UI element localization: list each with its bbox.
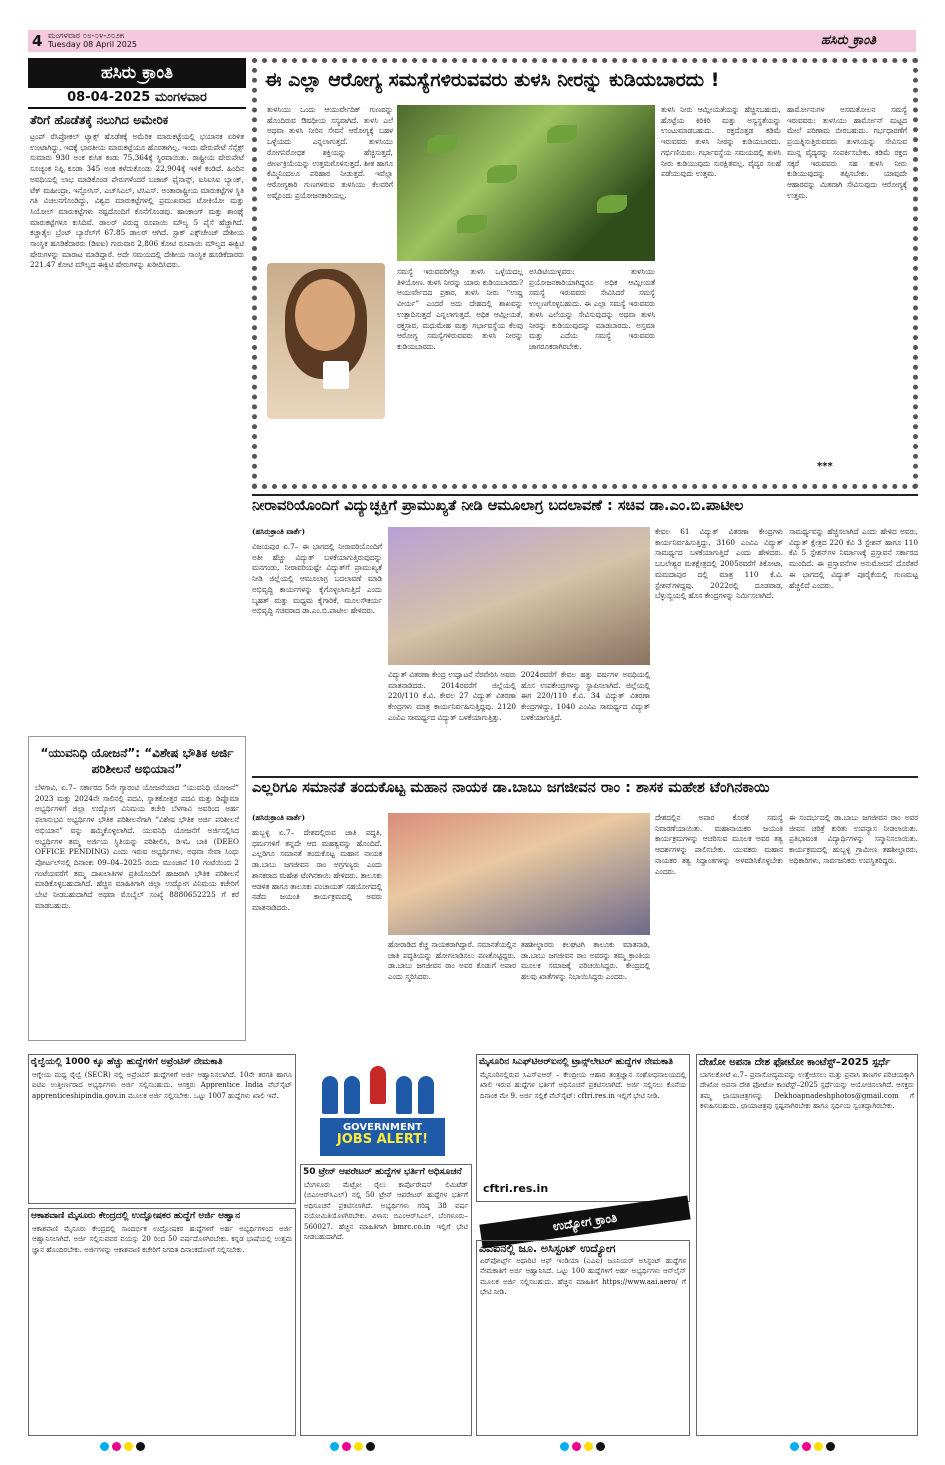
left-article-body: ಟ್ರಂಪ್ ರೆಸಿಪ್ರೋಕಲ್ ಟ್ಯಾಕ್ಸ್ ಹೊಡೆತಕ್ಕೆ ಅಮೆರಿಕ ಮಾರುಕಟ್ಟೆಯಲ್ಲಿ ಭಯಾನಕ ಏರಿಳಿತ ಉಂಟಾಗಿದ್ದು, ಇದಕ್ಕೆ ಭಾರತೀಯ ಮಾರುಕಟ್ಟೆಯೂ ಹೊರತಾಗಿಲ್ಲ. ಇಂದು ಷೇರುಪೇಟೆ ಸೆನ್ಸೆಕ್ಸ್ ಸುಮಾರು 930 ಅಂಕ ಕುಸಿತ ಕಂಡು 75,364ಕ್ಕೆ ಸ್ಥಿರವಾಯಿತು. ರಾಷ್ಟ್ರೀಯ ಷೇರುಪೇಟೆ ಸೂಚ್ಯಂಕ ನಿಫ್ಟಿ ಕೂಡಾ 345 ಅಂಕ ಕಳೆದುಕೊಂಡು 22,904ಕ್ಕೆ ಇಳಿಕೆ ಕಂಡಿದೆ. ಹಿಂದಿನ ಅವಧಿಯಲ್ಲಿ ಲಾಭ ಮಾಡಿಕೊಂಡ ಪೇರುಗಳೆಂದರೆ ಬಜಾಜ್ ಫೈನಾನ್ಸ್, ಐಸಿಐಸಿಐ ಬ್ಯಾಂಕ್, ಟೆಕ್ ಮಹೀಂದ್ರಾ, ಇನ್ಫೋಸಿಸ್, ಎಚ್‌ಸಿಎಲ್, ಟಿಸಿಎಸ್. ಅಂತಾರಾಷ್ಟ್ರೀಯ ಮಾರುಕಟ್ಟೆಗಳ ಸ್ಥಿತಿ ಗತಿ ವಿಚಲನಗೊಂಡಿದ್ದು, ವಿಶ್ವದ ಮಾರುಕಟ್ಟೆಗಳಲ್ಲಿ ಪ್ರಮುಖವಾದ ಟೋಕಿಯೋ ಮತ್ತು ಸಿಯೋಲ್ ಮಾರುಕಟ್ಟೆಗಳು ನಷ್ಟದೊಂದಿಗೆ ಕೊನೆಗೊಂಡವು. ಹಾಂಕಾಂಗ್ ಮತ್ತು ಶಾಂಘೈ ಮಾರುಕಟ್ಟೆಗಳೂ ಕುಸಿದಿವೆ. ಡಾಲರ್ ವಿರುದ್ಧ ರೂಪಾಯಿ ಮೌಲ್ಯ 5 ಪೈಸೆ ಹೆಚ್ಚಾಗಿದೆ. ಕಚ್ಚಾತೈಲ ಬ್ರೆಂಟ್ ಬ್ಯಾರೆಲ್‌ಗೆ 67.85 ಡಾಲರ್ ಆಗಿದೆ. ಸ್ಟಾಕ್ ಎಕ್ಸ್‌ಚೇಂಜ್ ದೇಶೀಯ ಸಾಂಸ್ಥಿಕ ಹೂಡಿಕೆದಾರರು (ಡಿಐಐ) ಗುರುವಾರ 2,806 ಕೋಟಿ ರೂಪಾಯಿ ಮೌಲ್ಯದ ಈಕ್ವಿಟಿ ಷೇರುಗಳನ್ನು ಮಾರಾಟ ಮಾಡಿದ್ದಾರೆ. ಅದೇ ಸಮಯದಲ್ಲಿ ದೇಶೀಯ ಸಾಂಸ್ಥಿಕ ಹೂಡಿಕೆದಾರರು 221.47 ಕೋಟಿ ಮೌಲ್ಯದ ಈಕ್ವಿಟಿ ಷೇರುಗಳನ್ನು ಖರೀದಿಸಿದರು. (30, 132, 244, 270)
aai-job-box (476, 1240, 690, 1436)
tulsi-col-2: ಸಮಸ್ಯೆ ಇರುವವರಿಗೆಲ್ಲಾ ತುಳಸಿ ಒಳ್ಳೆಯದಲ್ಲ ತಿಳಿಯೋಣ. ತುಳಸಿ ನೀರನ್ನು ಯಾರು ಕುಡಿಯಬಾರದು? ಆಯುರ್ವೇದದ ಪ್ರಕಾರ, ತುಳಸಿ ನೀರು “ಉಷ್ಣ ವೀರ್ಯ” ಎಂದರೆ ಅದು ದೇಹದಲ್ಲಿ ಶಾಖವನ್ನು ಉತ್ಪಾದಿಸುತ್ತದೆ ಎನ್ನಲಾಗುತ್ತದೆ. ಅಧಿಕ ಆಮ್ಲೀಯತೆ, ರಕ್ತಸ್ರಾವ, ಮಧುಮೇಹ ಮತ್ತು ಗರ್ಭಾವಸ್ಥೆಯ ಕೆಲವು ಆರೋಗ್ಯ ಸಮಸ್ಯೆಗಳಿರುವವರು ತುಳಸಿ ನೀರನ್ನು ಕುಡಿಯಬಾರದು. (397, 267, 523, 351)
header-brand: ಹಸಿರು ಕ್ರಾಂತಿ (820, 33, 876, 48)
bmrc-job-box (300, 1164, 472, 1436)
cftri-body: ಮೈಸೂರಿನಲ್ಲಿರುವ ಸಿಎಸ್‌ಐಆರ್ – ಕೇಂದ್ರೀಯ ಆಹಾರ ತಂತ್ರಜ್ಞಾನ ಸಂಶೋಧನಾಲಯದಲ್ಲಿ ಖಾಲಿ ಇರುವ ಹುದ್ದೆಗಳ ಭರ್ತಿಗೆ ಅಧಿಸೂಚನೆ ಪ್ರಕಟಿಸಲಾಗಿದೆ. ಅರ್ಜಿ ಸಲ್ಲಿಸಲು ಕೊನೆಯ ದಿನಾಂಕ ಮೇ 9. ಅರ್ಜಿ ಸಲ್ಲಿಕೆ ವೆಬ್‌ಸೈಟ್: cftri.res.in ಇಲ್ಲಿಗೆ ಭೇಟಿ ನೀಡಿ. (480, 1071, 686, 1100)
tulsi-headline: ಈ ಎಲ್ಲಾ ಆರೋಗ್ಯ ಸಮಸ್ಯೆಗಳಿರುವವರು ತುಳಸಿ ನೀರನ್ನು ಕುಡಿಯಬಾರದು ! (265, 69, 720, 91)
tulsi-article (252, 58, 918, 489)
irrigation-col-1: ವಿಜಯಪುರ ಏ.7– ಈ ಭಾಗದಲ್ಲಿ ನೀರಾವರಿಯೊಂದಿಗೆ ಅತೀ ಹೆಚ್ಚು ವಿದ್ಯುತ್ ಬಳಕೆಯಾಗುತ್ತಿರುವುದನ್ನು ಮನಗಂಡು, ನೀರಾವರಿಯಷ್ಟೇ ವಿದ್ಯುತ್‌ಗೆ ಪ್ರಾಮುಖ್ಯತೆ ನೀಡಿ ಜಿಲ್ಲೆಯಲ್ಲಿ ಆಮೂಲಾಗ್ರ ಬದಲಾವಣೆ ಮಾಡಿ ಅಭಿವೃದ್ಧಿ ಕಾರ್ಯಗಳನ್ನು ಕೈಗೊಳ್ಳಲಾಗುತ್ತಿದೆ ಎಂದು ಬೃಹತ್ ಮತ್ತು ಮಧ್ಯಮ ಕೈಗಾರಿಕೆ, ಮೂಲಸೌಕರ್ಯ ಅಭಿವೃದ್ಧಿ ಸಚಿವರಾದ ಡಾ.ಎಂ.ಬಿ.ಪಾಟೀಲ ಹೇಳಿದರು. (252, 542, 382, 616)
mysore-body: ಆಕಾಶವಾಣಿ ಮೈಸೂರು ಕೇಂದ್ರದಲ್ಲಿ ಸಾಂದರ್ಭಿಕ ಉದ್ಘೋಷಕರ ಹುದ್ದೆಗಳಿಗೆ ಅರ್ಹ ಅಭ್ಯರ್ಥಿಗಳಿಂದ ಅರ್ಜಿ ಆಹ್ವಾನಿಸಲಾಗಿದೆ. ಅರ್ಜಿ ಸಲ್ಲಿಸುವವರ ವಯಸ್ಸು 20 ರಿಂದ 50 ವರ್ಷದೊಳಗಿರಬೇಕು. ಕನ್ನಡ ಭಾಷೆಯಲ್ಲಿ ಉತ್ತಮ ಜ್ಞಾನ ಹೊಂದಿರಬೇಕು. ಅರ್ಜಿಗಳನ್ನು ಆಕಾಶವಾಣಿ ಕಚೇರಿಗೆ ನಿಗದಿತ ದಿನಾಂಕದೊಳಗೆ ಸಲ್ಲಿಸಬೇಕು. (32, 1225, 292, 1254)
registration-marks-right (790, 1442, 835, 1451)
mysore-job-box (28, 1208, 296, 1436)
divider (252, 776, 918, 778)
tulsi-col-3: ಅಸಿಡಿಟಿಯುಳ್ಳವರು: ತುಳಸಿಯು ಪ್ರಯೋಜನಕಾರಿಯಾಗಿದ್ದರೂ ಅಧಿಕ ಆಮ್ಲೀಯತೆ ಸಮಸ್ಯೆ ಇರುವವರು ಸೇವಿಸಿದರೆ ಸಮಸ್ಯೆ ಉಲ್ಬಣಗೊಳ್ಳಬಹುದು. ಈ ಎಲ್ಲಾ ಸಮಸ್ಯೆ ಇರುವವರು ತುಳಸಿ ಎಲೆಯನ್ನು ಸೇವಿಸುವುದನ್ನು ಅಥವಾ ತುಳಸಿ ನೀರನ್ನು ಕುಡಿಯುವುದನ್ನು ಮಾಡಬಾರದು. ಅಸ್ತಮಾ ಮತ್ತು ಎದೆಯ ಸಮಸ್ಯೆ ಇರುವವರು ಜಾಗರೂಕರಾಗಿರಬೇಕು. (529, 267, 655, 351)
header-date (48, 31, 137, 49)
banner-line-1: GOVERNMENT (342, 1122, 423, 1133)
government-jobs-banner (300, 1060, 465, 1160)
photo-contest-box (696, 1054, 918, 1436)
tulsi-col-1: ತುಳಸಿಯು ಒಂದು ಆಯುರ್ವೇದಿಕ್ ಗುಣವನ್ನು ಹೊಂದಿರುವ ಔಷಧೀಯ ಸಸ್ಯವಾಗಿದೆ. ತುಳಸಿ ಎಲೆ ಅಥವಾ ತುಳಸಿ ನೀರಿನ ಸೇವನೆ ಆರೋಗ್ಯಕ್ಕೆ ಬಹಳ ಒಳ್ಳೆಯದು ಎನ್ನಲಾಗುತ್ತದೆ. ತುಳಸಿಯು ರೋಗನಿರೋಧಕ ಶಕ್ತಿಯನ್ನು ಹೆಚ್ಚಿಸುತ್ತದೆ, ಜೀರ್ಣಕ್ರಿಯೆಯನ್ನು ಉತ್ತಮಗೊಳಿಸುತ್ತದೆ. ಶೀತ ಹಾಗೂ ಕೆಮ್ಮಿನಿಂದಲೂ ಪರಿಹಾರ ನೀಡುತ್ತದೆ. ಇವೆಲ್ಲಾ ಆರೋಗ್ಯಕಾರಿ ಗುಣಗಳಿರುವ ತುಳಸಿಯು ಕೆಲವರಿಗೆ ಅಷ್ಟೊಂದು ಪ್ರಯೋಜನಕಾರಿಯಲ್ಲ. (267, 105, 393, 200)
irrigation-dateline: (ಹಸಿರುಕ್ರಾಂತಿ ವಾರ್ತೆ) (252, 527, 306, 536)
photo-contest-headline: ದೇಖೋ ಅಪನಾ ದೇಶ ಫೋಟೋ ಕಾಂಟೆಸ್ಟ್–2025 ಸ್ಪರ್ಧೆ (699, 1057, 891, 1068)
registration-marks-left (100, 1442, 145, 1451)
jayanti-event-photo (388, 813, 650, 935)
babu-col-4: ದೇಶದಲ್ಲಿನ ಅಪಾರ ಕೊರತೆ ಸಮಸ್ಯೆ ನಿವಾರಣೆಯಾಯಿತು. ಮಹಾನಾಯಕರ ಜಯಂತಿ ಕಾರ್ಯಕ್ರಮಗಳನ್ನು ಆಚರಿಸುವ ಮೂಲಕ ಅವರ ತತ್ವ ಆದರ್ಶಗಳನ್ನು ಪಾಲಿಸಬೇಕು. ಯುವಕರು ಮಹಾನ ನಾಯಕರ ತತ್ವ ಸಿದ್ಧಾಂತಗಳನ್ನು ಅಳವಡಿಸಿಕೊಳ್ಳಬೇಕು ಎಂದರು. (655, 813, 783, 876)
irrigation-col-3: 2024ರವರೆಗೆ ಕೇವಲ ಹತ್ತು ವರ್ಷಗಳ ಅವಧಿಯಲ್ಲಿ ಹೊಸ ಉಪಕೇಂದ್ರಗಳನ್ನು ಸ್ಥಾಪಿಸಲಾಗಿದೆ. ಜಿಲ್ಲೆಯಲ್ಲಿ ಈಗ 220/110 ಕೆ.ವಿ. 34 ವಿದ್ಯುತ್ ವಿತರಣಾ ಕೇಂದ್ರಗಳಿದ್ದು, 1040 ಎಂವಿಎ ಸಾಮರ್ಥ್ಯದ ವಿದ್ಯುತ್ ಬಳಕೆಯಾಗುತ್ತಿದೆ. (521, 670, 650, 722)
aai-body: ಏರ್‌ಪೋರ್ಟ್ಸ್ ಅಥಾರಿಟಿ ಆಫ್ ಇಂಡಿಯಾ (ಎಎಐ) ಜೂನಿಯರ್ ಅಸಿಸ್ಟಂಟ್ ಹುದ್ದೆಗಳ ನೇಮಕಾತಿಗೆ ಅರ್ಜಿ ಆಹ್ವಾನಿಸಿದೆ. ಒಟ್ಟು 100 ಹುದ್ದೆಗಳಿಗೆ ಅರ್ಹ ಅಭ್ಯರ್ಥಿಗಳು ಆನ್‌ಲೈನ್ ಮೂಲಕ ಅರ್ಜಿ ಸಲ್ಲಿಸಬಹುದು. ಹೆಚ್ಚಿನ ಮಾಹಿತಿಗೆ https://www.aai.aero/ ಗೆ ಭೇಟಿ ನೀಡಿ. (480, 1257, 686, 1297)
banner-line-2: JOBS ALERT! (336, 1132, 429, 1147)
page-number: 4 (32, 32, 43, 50)
irrigation-col-2: ವಿದ್ಯುತ್ ವಿತರಣಾ ಕೇಂದ್ರ ಉದ್ಘಾಟನೆ ನೆರವೇರಿಸಿ ಅವರು ಮಾತನಾಡಿದರು. 2014ರವರೆಗೆ ಜಿಲ್ಲೆಯಲ್ಲಿ 220/110 ಕೆ.ವಿ. ಕೇವಲ 27 ವಿದ್ಯುತ್ ವಿತರಣಾ ಕೇಂದ್ರಗಳು ಮಾತ್ರ ಕಾರ್ಯನಿರ್ವಹಿಸುತ್ತಿದ್ದವು. 2120 ಎಂವಿಎ ಸಾಮರ್ಥ್ಯದ ವಿದ್ಯುತ್ ಬಳಕೆಯಾಗುತ್ತಿತ್ತು. (388, 670, 516, 722)
header-date-kannada: ಮಂಗಳವಾರ ೦೮-೦೪-೨೦೨೫ (48, 31, 125, 40)
irrigation-col-4: ಕೇವಲ 61 ವಿದ್ಯುತ್ ವಿತರಣಾ ಕೇಂದ್ರಗಳು ಕಾರ್ಯನಿರ್ವಹಿಸುತ್ತಿದ್ದು, 3160 ಎಂವಿಎ ವಿದ್ಯುತ್ ಸಾಮರ್ಥ್ಯದ ಬಳಕೆಯಾಗುತ್ತಿದೆ ಎಂದು ಹೇಳಿದರು. ಬಬಲೇಶ್ವರ ಮತಕ್ಷೇತ್ರದಲ್ಲಿ 2005ರವರೆಗೆ ತಿಕೋಟಾ, ಮಮದಾಪುರ ದಲ್ಲಿ ಮಾತ್ರ 110 ಕೆ.ವಿ. ಸ್ಟೇಶನ್‌ಗಳಿದ್ದವು. 2022ರಲ್ಲಿ ದೂಡವಾಡ, ಬೆಳ್ಳುಬ್ಬಿಯಲ್ಲಿ ಹೊಸ ಕೇಂದ್ರಗಳನ್ನು ನಿರ್ಮಿಸಲಾಗಿದೆ. (655, 527, 783, 601)
left-article-headline: ತೆರಿಗೆ ಹೊಡೆತಕ್ಕೆ ನಲುಗಿದ ಅಮೇರಿಕ (30, 113, 169, 127)
irrigation-headline: ನೀರಾವರಿಯೊಂದಿಗೆ ವಿದ್ಯುಚ್ಛಕ್ತಿಗೆ ಪ್ರಾಮುಖ್ಯತೆ ನೀಡಿ ಆಮೂಲಾಗ್ರ ಬದಲಾವಣೆ : ಸಚಿವ ಡಾ.ಎಂ.ಬಿ.ಪಾಟೀಲ (252, 498, 744, 514)
irrigation-col-5: ಸಾಮರ್ಥ್ಯವನ್ನು ಹೆಚ್ಚಿಸಲಾಗಿದೆ ಎಂದು ಹೇಳಿದ ಅವರು, ವಿದ್ಯುತ್ ಕ್ಷೇತ್ರದ 220 ಕೆವಿ 3 ಸ್ಟೇಶನ್ ಹಾಗೂ 110 ಕೆವಿ 5 ಸ್ಟೇಶನ್‌ಗಳ ನಿರ್ಮಾಣಕ್ಕೆ ಪ್ರಸ್ತಾವನೆ ಸರ್ಕಾರದ ಮುಂದಿದೆ. ಈ ಪ್ರಸ್ತಾವನೆಗಳ ಅನುಮೋದನೆ ದೊರೆತರೆ ಈ ಭಾಗದಲ್ಲಿ ವಿದ್ಯುತ್ ಪೂರೈಕೆಯಲ್ಲಿ ಗುಣಮಟ್ಟ ಹೆಚ್ಚಲಿದೆ ಎಂದರು. (789, 527, 918, 590)
babu-col-1: ಹುಬ್ಬಳ್ಳಿ ಏ.7– ದೇಶದಲ್ಲಿರುವ ಜಾತಿ ಪದ್ಧತಿ, ಧರ್ಮಗಳಿಗೆ ತನ್ನದೇ ಆದ ಮಹತ್ವವನ್ನು ಹೊಂದಿದೆ. ಎಲ್ಲರಿಗೂ ಸಮಾನತೆ ತಂದುಕೊಟ್ಟ ಮಹಾನ ನಾಯಕ ಡಾ.ಬಾಬು ಜಗಜೀವನ ರಾಂ ಅಗ್ರಗಣ್ಯರು ಎಂದು ಶಾಸಕರಾದ ಮಹೇಶ ಟೆಂಗಿನಕಾಯಿ ಹೇಳಿದರು. ತಾಲೂಕು ಆಡಳಿತ ಹಾಗೂ ತಾಲೂಕು ಪಂಚಾಯತ್ ಸಹಯೋಗದಲ್ಲಿ ನಡೆದ ಜಯಂತಿ ಕಾರ್ಯಕ್ರಮದಲ್ಲಿ ಅವರು ಮಾತನಾಡಿದರು. (252, 828, 382, 912)
cftri-url: cftri.res.in (483, 1182, 549, 1195)
minister-event-photo (388, 527, 650, 665)
masthead-date: 08-04-2025 ಮಂಗಳವಾರ (28, 88, 246, 109)
aai-headline: ಎಎಐನಲ್ಲಿ ಜೂ. ಅಸಿಸ್ಟಂಟ್ ಉದ್ಯೋಗ (479, 1242, 616, 1255)
photo-contest-body: ಬಾಗಲಕೋಟೆ ಏ.7– ಪ್ರವಾಸೋದ್ಯಮವನ್ನು ಉತ್ತೇಜಿಸಲು ಮತ್ತು ಪ್ರವಾಸಿ ತಾಣಗಳ ಪರಿಚಯಕ್ಕಾಗಿ ದೇಖೋ ಅಪನಾ ದೇಶ ಫೋಟೋ ಕಾಂಟೆಸ್ಟ್–2025 ಸ್ಪರ್ಧೆಯನ್ನು ಆಯೋಜಿಸಲಾಗಿದೆ. ಆಸಕ್ತರು ತಮ್ಮ ಛಾಯಾಚಿತ್ರಗಳನ್ನು Dekhoapnadeshphotos@gmail.com ಗೆ ಕಳುಹಿಸಬಹುದು. ಛಾಯಾಚಿತ್ರವು ಸ್ಪಷ್ಟವಾಗಿರಬೇಕು ಹಾಗೂ ಸ್ಪರ್ಧಿಯ ಸ್ವಂತದ್ದಾಗಿರಬೇಕು. (700, 1071, 914, 1111)
government-jobs-banner-text (320, 1118, 445, 1156)
registration-marks-center-right (560, 1442, 605, 1451)
babu-headline: ಎಲ್ಲರಿಗೂ ಸಮಾನತೆ ತಂದುಕೊಟ್ಟ ಮಹಾನ ನಾಯಕ ಡಾ.ಬಾಬು ಜಗಜೀವನ ರಾಂ : ಶಾಸಕ ಮಹೇಶ ಟೆಂಗಿನಕಾಯಿ (252, 780, 770, 796)
yuvanidhi-article (28, 736, 246, 1041)
udyoga-kranti-ribbon: ಉದ್ಯೋಗ ಕ್ರಾಂತಿ (479, 1196, 690, 1249)
cftri-job-box (476, 1054, 690, 1202)
tulsi-col-5: ಹಾರ್ಮೋನುಗಳ ಅಸಮತೋಲನ ಸಮಸ್ಯೆ ಇರುವವರು: ತುಳಸಿಯು ಹಾರ್ಮೋನ್ ಮಟ್ಟದ ಮೇಲೆ ಪರಿಣಾಮ ಬೀರಬಹುದು. ಗರ್ಭಧಾರಣೆಗೆ ಪ್ರಯತ್ನಿಸುತ್ತಿರುವವರು ತುಳಸಿಯನ್ನು ಸೇವಿಸುವ ಮುನ್ನ ವೈದ್ಯರನ್ನು ಸಂಪರ್ಕಿಸಬೇಕು. ಕಡಿಮೆ ರಕ್ತದ ಸಕ್ಕರೆ ಇರುವವರು ಸಹ ತುಳಸಿ ನೀರು ಕುಡಿಯುವುದನ್ನು ತಪ್ಪಿಸಬೇಕು. ಯಾವುದೇ ಆಹಾರವನ್ನು ಮಿತವಾಗಿ ಸೇವಿಸುವುದು ಆರೋಗ್ಯಕ್ಕೆ ಉತ್ತಮ. (787, 105, 907, 200)
yuvanidhi-headline: “ಯುವನಿಧಿ ಯೋಜನೆ”: “ವಿಶೇಷ ಭೌತಿಕ ಅರ್ಜಿ ಪರಿಶೀಲನೆ ಅಭಿಯಾನ” (40, 746, 234, 776)
divider (252, 494, 918, 496)
header-date-english: Tuesday 08 April 2025 (48, 40, 137, 49)
railway-job-box (28, 1054, 296, 1204)
mysore-headline: ಆಕಾಶವಾಣಿ ಮೈಸೂರು ಕೇಂದ್ರದಲ್ಲಿ ಉದ್ಘೋಷಕರ ಹುದ್ದೆಗೆ ಅರ್ಜಿ ಆಹ್ವಾನ (31, 1211, 241, 1221)
tulsi-plant-image (397, 105, 655, 261)
babu-col-3: ತಹಶೀಲ್ದಾರರು ಕಲಘಟಗಿ ತಾಲೂಕು ಮಾತನಾಡಿ, ಡಾ.ಬಾಬು ಜಗಜೀವನ ರಾಂ ಅವರನ್ನು ತಮ್ಮ ಕ್ರಾಂತಿಯ ಮೂಲಕ ಸಮಾಜಕ್ಕೆ ಪರಿಚಯಿಸಿದ್ದರು. ಕೇಂದ್ರದಲ್ಲಿ ಹಲವು ಖಾತೆಗಳನ್ನು ನಿಭಾಯಿಸಿದ್ದರು ಎಂದರು. (521, 940, 650, 982)
tulsi-end-mark: *** (817, 461, 833, 472)
babu-dateline: (ಹಸಿರುಕ್ರಾಂತಿ ವಾರ್ತೆ) (252, 813, 306, 822)
railway-headline: ರೈಲ್ವೆಯಲ್ಲಿ 1000 ಕ್ಕೂ ಹೆಚ್ಚು ಹುದ್ದೆಗಳಿಗೆ ಅಪ್ರೆಂಟಿಸ್ ನೇಮಕಾತಿ (31, 1057, 223, 1067)
yuvanidhi-body: ಬೆಳಗಾವಿ, ಏ.7– ಸರ್ಕಾರದ 5ನೇ ಗ್ಯಾರಂಟಿ ಯೋಜನೆಯಾದ “ಯುವನಿಧಿ ಯೋಜನೆ” 2023 ಮತ್ತು 2024ನೇ ಸಾಲಿನಲ್ಲಿ ಪದವಿ, ಸ್ನಾತಕೋತ್ತರ ಪದವಿ ಮತ್ತು ಡಿಪ್ಲೊಮಾ ಅಭ್ಯರ್ಥಿಗಳಿಗೆ ಜಿಲ್ಲಾ ಉದ್ಯೋಗ ವಿನಿಮಯ ಕಚೇರಿ ಬೆಳಗಾವಿ ಅವರಿಂದ ಅರ್ಹ ಫಲಾನುಭವಿ ಅಭ್ಯರ್ಥಿಗಳ ಭೌತಿಕ ಪರಿಶೀಲನೆಗಾಗಿ “ವಿಶೇಷ ಭೌತಿಕ ಅರ್ಜಿ ಪರಿಶೀಲನೆ ಅಭಿಯಾನ” ವನ್ನು ಹಮ್ಮಿಕೊಳ್ಳಲಾಗಿದೆ. ಯುವನಿಧಿ ಯೋಜನೆಗೆ ಅರ್ಜಿಸಲ್ಲಿಸಿದ ಅಭ್ಯರ್ಥಿಗಳ ತಮ್ಮ ಅರ್ಜಿಯ ಸ್ಥಿತಿಯನ್ನು ಪರಿಶೀಲಿಸಿ, ಡಿಇಓ ಬಾಕಿ (DEEO OFFICE PENDING) ಎಂದು ಇರುವ ಅಭ್ಯರ್ಥಿಗಳು, ಅಥವಾ ಸೇವಾ ಸಿಂಧು ಪೋರ್ಟಲ್‌ನಲ್ಲಿ ದಿನಾಂಕ: 09–04–2025 ರಂದು ಮುಂಜಾನೆ 10 ಗಂಟೆಯಿಂದ 2 ಗಂಟೆಯವರೆಗೆ ತಮ್ಮ ದಾಖಲಾತಿಗಳ ಪ್ರತಿಯೊಂದಿಗೆ ಹಾಜರಾಗಿ ಭೌತಿಕ ಪರಿಶೀಲನೆ ಮಾಡಿಕೊಳ್ಳಬಹುದಾಗಿದೆ. ಹೆಚ್ಚಿನ ಮಾಹಿತಿಗಾಗಿ ಜಿಲ್ಲಾ ಉದ್ಯೋಗ ವಿನಿಮಯ ಕಚೇರಿಗೆ ಬೇಟಿ ನೀಡಬಹುದಾಗಿದೆ ಅಥವಾ ಮೊಬೈಲ್ ಸಂಖ್ಯೆ 8880652225 ಗೆ ಕರೆ ಮಾಡಬಹುದು. (35, 783, 239, 910)
left-column (28, 58, 246, 712)
babu-col-5: ಈ ಸಂದರ್ಭದಲ್ಲಿ ಡಾ.ಬಾಬು ಜಗಜೀವನ ರಾಂ ಅವರ ಜೀವನ ಚರಿತ್ರೆ ಕುರಿತು ಉಪನ್ಯಾಸ ನೀಡಲಾಯಿತು. ಪ್ರತಿಭಾವಂತ ವಿದ್ಯಾರ್ಥಿಗಳನ್ನು ಸನ್ಮಾನಿಸಲಾಯಿತು. ಕಾರ್ಯಕ್ರಮದಲ್ಲಿ ಹುಬ್ಬಳ್ಳಿ ಗ್ರಾಮೀಣ ತಹಶೀಲ್ದಾರರು, ಅಧಿಕಾರಿಗಳು, ಸಾರ್ವಜನಿಕರು ಉಪಸ್ಥಿತರಿದ್ದರು. (789, 813, 918, 865)
woman-drinking-image (267, 263, 385, 419)
bmrc-body: ಬೆಂಗಳೂರು ಮೆಟ್ರೋ ರೈಲು ಕಾರ್ಪೊರೇಷನ್ ಲಿಮಿಟೆಡ್ (ಬಿಎಂಆರ್‌ಸಿಎಲ್) ನಲ್ಲಿ 50 ಟ್ರೇನ್ ಆಪರೇಟರ್ ಹುದ್ದೆಗಳ ಭರ್ತಿಗೆ ಅಧಿಸೂಚನೆ ಪ್ರಕಟಿಸಲಾಗಿದೆ. ಅಭ್ಯರ್ಥಿಗಳು ಗರಿಷ್ಠ 38 ವರ್ಷ ವಯೋಮಿತಿಯೊಳಗಿರಬೇಕು. ವಿಳಾಸ: ಬಿಎಂಆರ್‌ಸಿಎಲ್, ಬೆಂಗಳೂರು– 560027. ಹೆಚ್ಚಿನ ಮಾಹಿತಿಗಾಗಿ bmrc.co.in ಇಲ್ಲಿಗೆ ಭೇಟಿ ನೀಡಬಹುದಾಗಿದೆ. (304, 1181, 468, 1242)
page-header-bar (28, 30, 916, 52)
registration-marks-center-left (330, 1442, 375, 1451)
railway-body: ಆಗ್ನೇಯ ಮಧ್ಯ ರೈಲ್ವೆ (SECR) ನಲ್ಲಿ ಅಪ್ರೆಂಟಿಸ್ ಹುದ್ದೆಗಳಿಗೆ ಅರ್ಜಿ ಆಹ್ವಾನಿಸಲಾಗಿದೆ. 10ನೇ ತರಗತಿ ಹಾಗೂ ಐಟಿಐ ಉತ್ತೀರ್ಣರಾದ ಅಭ್ಯರ್ಥಿಗಳು ಅರ್ಜಿ ಸಲ್ಲಿಸಬಹುದು. ಆಸಕ್ತರು Apprentice India ವೆಬ್‌ಸೈಟ್ apprenticeshipindia.gov.in ಮೂಲಕ ಅರ್ಜಿ ಸಲ್ಲಿಸಬೇಕು. ಒಟ್ಟು 1007 ಹುದ್ದೆಗಳು ಖಾಲಿ ಇವೆ. (32, 1071, 292, 1100)
babu-col-2: ಹೋರಾಡಿದ ಕೆಚ್ಚ ನಾಯಕರಾಗಿದ್ದಾರೆ. ಸಮಾನತೆಯಲ್ಲಿನ ಜಾತಿ ಪದ್ಧತಿಯನ್ನು ಹೋಗಲಾಡಿಸಲು ಪಣತೊಟ್ಟಿದ್ದರು. ಡಾ.ಬಾಬು ಜಗಜೀವನ ರಾಂ ಅವರ ಕೊಡುಗೆ ಅಪಾರ ಎಂದು ಸ್ಮರಿಸಿದರು. (388, 940, 516, 982)
cftri-headline: ಮೈಸೂರಿನ ಸಿಎಫ್‌ಟಿಆರ್‌ಐನಲ್ಲಿ ಟ್ರಾನ್ಸ್‌ಲೇಟರ್ ಹುದ್ದೆಗಳ ನೇಮಕಾತಿ (479, 1057, 673, 1067)
masthead-name: ಹಸಿರು ಕ್ರಾಂತಿ (28, 58, 246, 88)
bmrc-headline: 50 ಟ್ರೇನ್ ಆಪರೇಟರ್ ಹುದ್ದೆಗಳ ಭರ್ತಿಗೆ ಅಧಿಸೂಚನೆ (303, 1167, 462, 1177)
tulsi-col-4: ತುಳಸಿ ನೀರು ಆಮ್ಲೀಯತೆಯನ್ನು ಹೆಚ್ಚಿಸಬಹುದು, ಹೊಟ್ಟೆಯ ಕಿರಿಕಿರಿ ಮತ್ತು ಅಸ್ವಸ್ಥತೆಯನ್ನು ಉಂಟುಮಾಡಬಹುದು. ರಕ್ತದೊತ್ತಡ ಕಡಿಮೆ ಇರುವವರು ತುಳಸಿ ನೀರನ್ನು ಕುಡಿಯಬಾರದು. ಗರ್ಭಿಣಿಯರು: ಗರ್ಭಾವಸ್ಥೆಯ ಸಮಯದಲ್ಲಿ ತುಳಸಿ ನೀರು ಕುಡಿಯುವುದು ಸುರಕ್ಷಿತವಲ್ಲ. ವೈದ್ಯರ ಸಲಹೆ ಪಡೆಯುವುದು ಉತ್ತಮ. (661, 105, 781, 179)
